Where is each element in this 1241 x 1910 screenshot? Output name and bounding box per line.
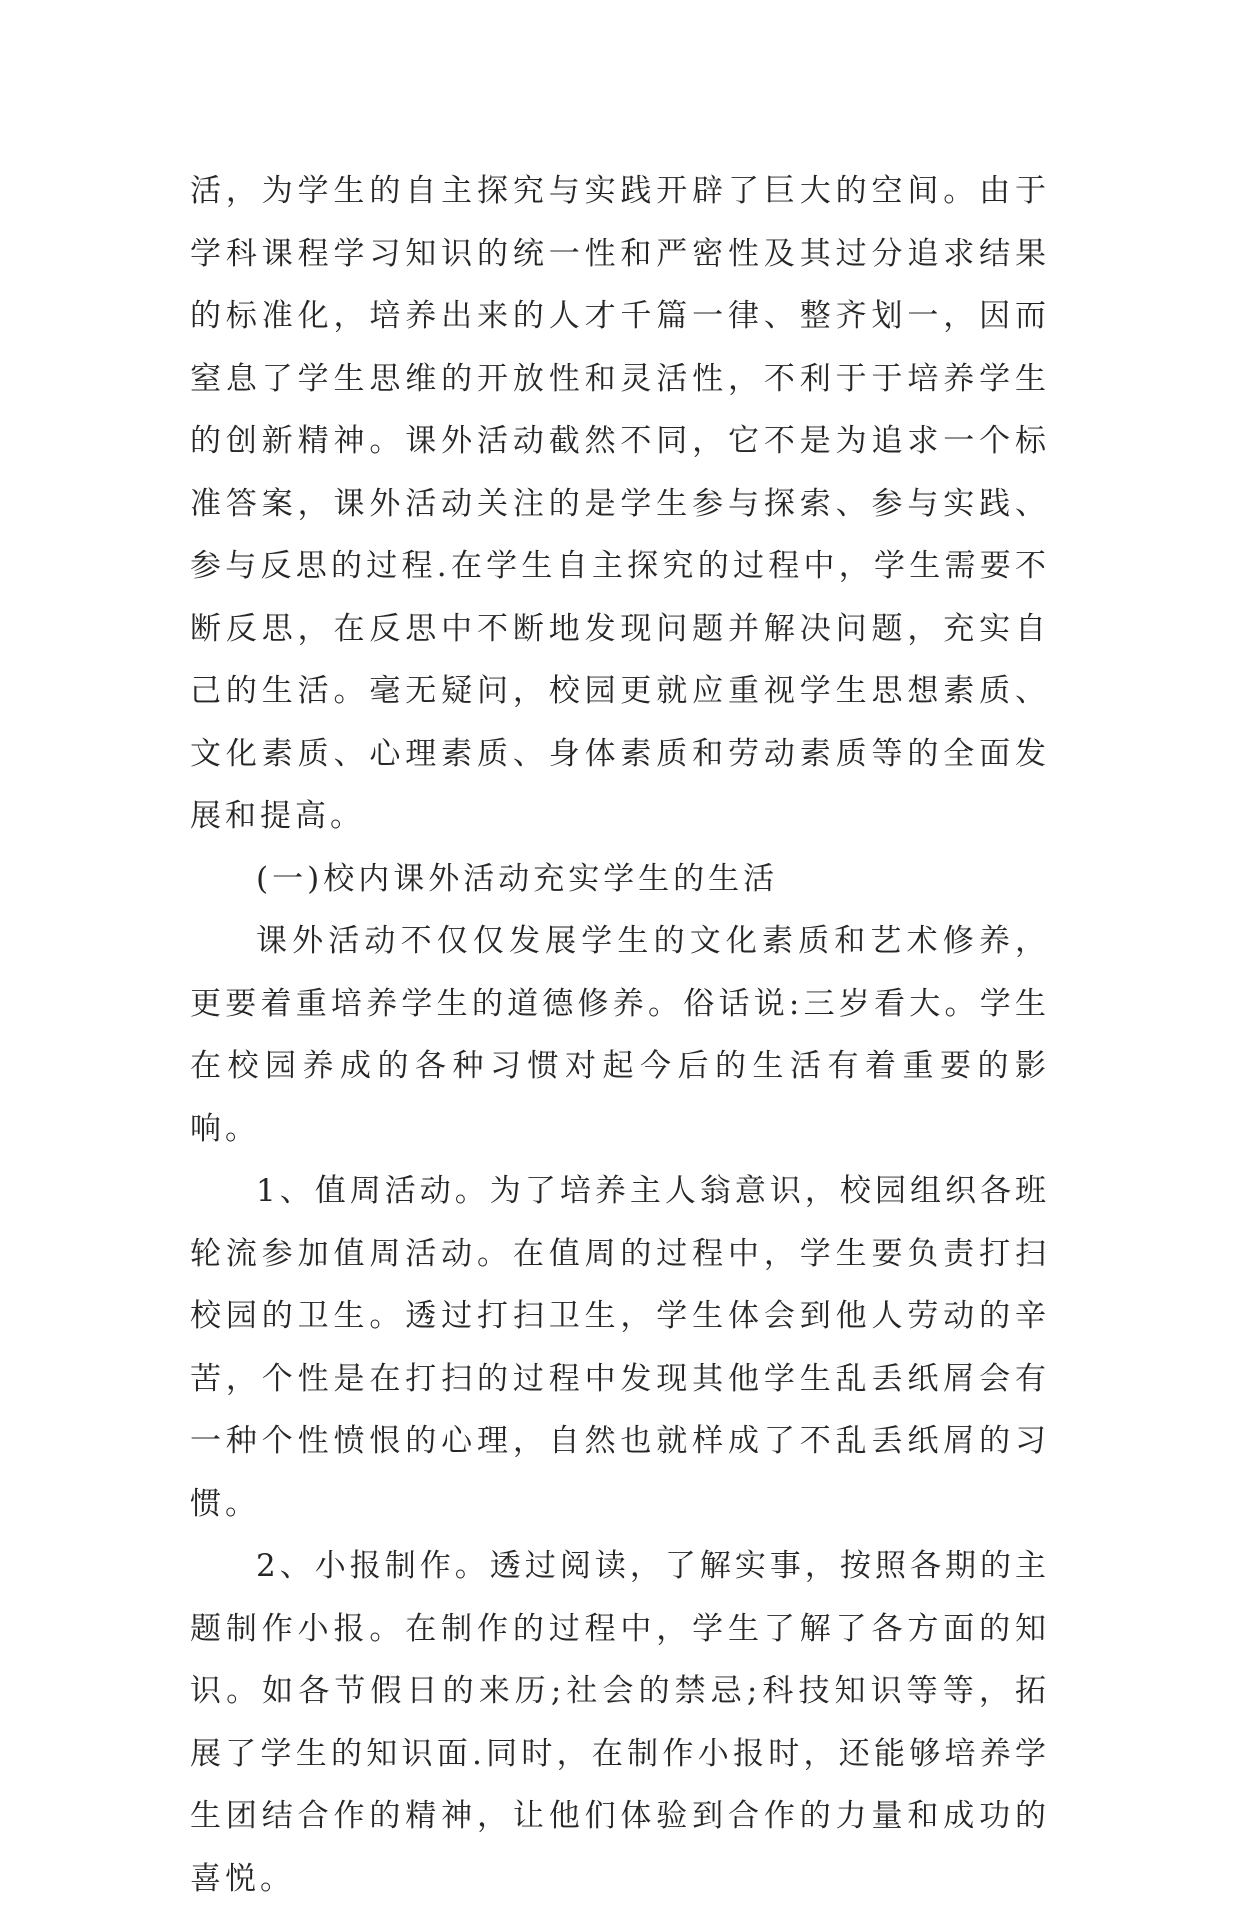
paragraph-intro: 课外活动不仅仅发展学生的文化素质和艺术修养，更要着重培养学生的道德修养。俗话说:三岁看大。学生在校园养成的各种习惯对起今后的生活有着重要的影响。 <box>190 923 1050 1147</box>
paragraph-item-2: 2、小报制作。透过阅读，了解实事，按照各期的主题制作小报。在制作的过程中，学生了解了各方面的知识。如各节假日的来历;社会的禁忌;科技知识等等，拓展了学生的知识面.同时，在制作小报时，还能够培养学生团结合作的精神，让他们体验到合作的力量和成功的喜悦。 <box>190 1548 1050 1897</box>
paragraph-continuation: 活，为学生的自主探究与实践开辟了巨大的空间。由于学科课程学习知识的统一性和严密性及其过分追求结果的标准化，培养出来的人才千篇一律、整齐划一，因而窒息了学生思维的开放性和灵活性，不利于于培养学生的创新精神。课外活动截然不同，它不是为追求一个标准答案，课外活动关注的是学生参与探索、参与实践、参与反思的过程.在学生自主探究的过程中，学生需要不断反思，在反思中不断地发现问题并解决问题，充实自己的生活。毫无疑问，校园更就应重视学生思想素质、文化素质、心理素质、身体素质和劳动素质等的全面发展和提高。 <box>190 173 1050 834</box>
section-heading: (一)校内课外活动充实学生的生活 <box>256 860 779 897</box>
document-body <box>190 160 1050 1910</box>
paragraph-item-1: 1、值周活动。为了培养主人翁意识，校园组织各班轮流参加值周活动。在值周的过程中，学生要负责打扫校园的卫生。透过打扫卫生，学生体会到他人劳动的辛苦，个性是在打扫的过程中发现其他学生乱丢纸屑会有一种个性愤恨的心理，自然也就样成了不乱丢纸屑的习惯。 <box>190 1173 1050 1522</box>
